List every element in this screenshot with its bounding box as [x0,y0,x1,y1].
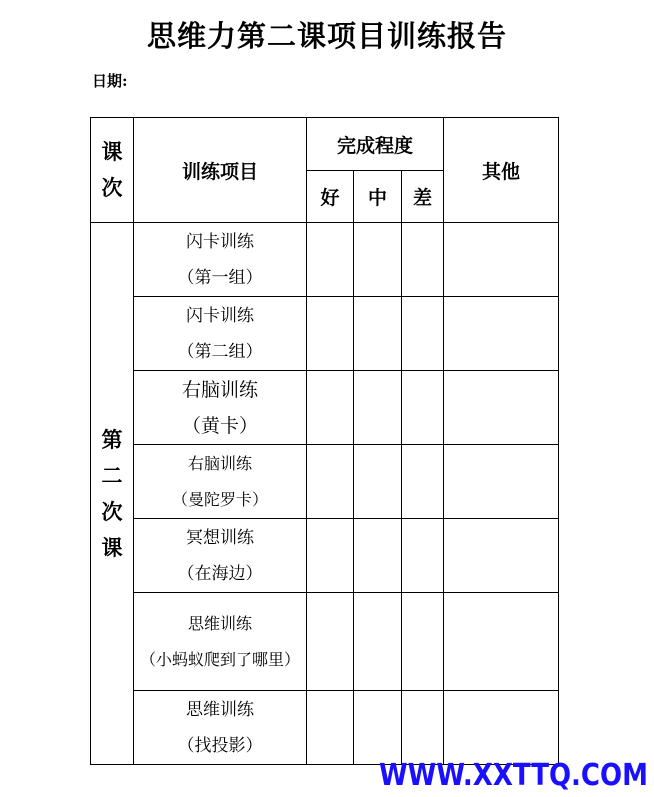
cell-medium[interactable] [354,593,402,691]
cell-good[interactable] [307,691,354,765]
header-level-poor: 差 [402,171,444,223]
header-level-medium: 中 [354,171,402,223]
cell-other[interactable] [444,593,559,691]
cell-poor[interactable] [402,223,444,297]
cell-other[interactable] [444,371,559,445]
cell-medium[interactable] [354,371,402,445]
cell-medium[interactable] [354,223,402,297]
table-row [91,297,559,371]
cell-medium[interactable] [354,519,402,593]
header-completion: 完成程度 [307,118,444,171]
cell-other[interactable] [444,519,559,593]
cell-poor[interactable] [402,593,444,691]
training-item [134,691,307,765]
cell-good[interactable] [307,297,354,371]
item-name: 右脑训练 [187,453,252,473]
item-subtitle: （第二组） [177,341,263,362]
cell-good[interactable] [307,223,354,297]
training-report-table [90,117,559,765]
table-row [91,445,559,519]
item-subtitle: （曼陀罗卡） [171,489,268,509]
header-lesson-char: 课 [101,140,123,164]
training-item [134,371,307,445]
header-lesson-char: 次 [101,176,123,200]
item-name: 闪卡训练 [186,231,254,252]
watermark: WWW.XXTTQ.COM [379,758,648,794]
table-row [91,519,559,593]
cell-poor[interactable] [402,519,444,593]
cell-medium[interactable] [354,691,402,765]
cell-medium[interactable] [354,445,402,519]
item-subtitle: （第一组） [177,267,263,288]
lesson-char: 第 [101,427,123,452]
training-item [134,519,307,593]
item-subtitle: （在海边） [177,563,263,584]
table-row [91,371,559,445]
lesson-char: 二 [101,463,123,488]
header-level-good: 好 [307,171,354,223]
cell-poor[interactable] [402,691,444,765]
cell-poor[interactable] [402,297,444,371]
cell-good[interactable] [307,593,354,691]
training-item [134,593,307,691]
cell-poor[interactable] [402,371,444,445]
lesson-cell [91,223,134,765]
item-name: 思维训练 [187,613,252,633]
cell-poor[interactable] [402,445,444,519]
training-item [134,445,307,519]
header-other: 其他 [444,118,559,223]
item-name: 思维训练 [186,699,254,720]
lesson-char: 课 [101,535,123,560]
date-label: 日期: [92,72,128,90]
cell-other[interactable] [444,691,559,765]
report-title: 思维力第二课项目训练报告 [146,19,507,53]
cell-good[interactable] [307,371,354,445]
training-item [134,297,307,371]
cell-other[interactable] [444,223,559,297]
lesson-char: 次 [101,499,123,524]
cell-good[interactable] [307,445,354,519]
item-subtitle: （黄卡） [181,414,258,437]
item-name: 右脑训练 [181,378,258,401]
item-name: 冥想训练 [186,527,254,548]
header-lesson [91,118,134,223]
cell-other[interactable] [444,445,559,519]
cell-medium[interactable] [354,297,402,371]
item-subtitle: （小蚂蚁爬到了哪里） [139,649,300,669]
cell-other[interactable] [444,297,559,371]
table-row [91,223,559,297]
item-subtitle: （找投影） [177,735,263,756]
table-row [91,593,559,691]
item-name: 闪卡训练 [186,305,254,326]
cell-good[interactable] [307,519,354,593]
header-training-item: 训练项目 [134,118,307,223]
table-row [91,691,559,765]
training-item [134,223,307,297]
